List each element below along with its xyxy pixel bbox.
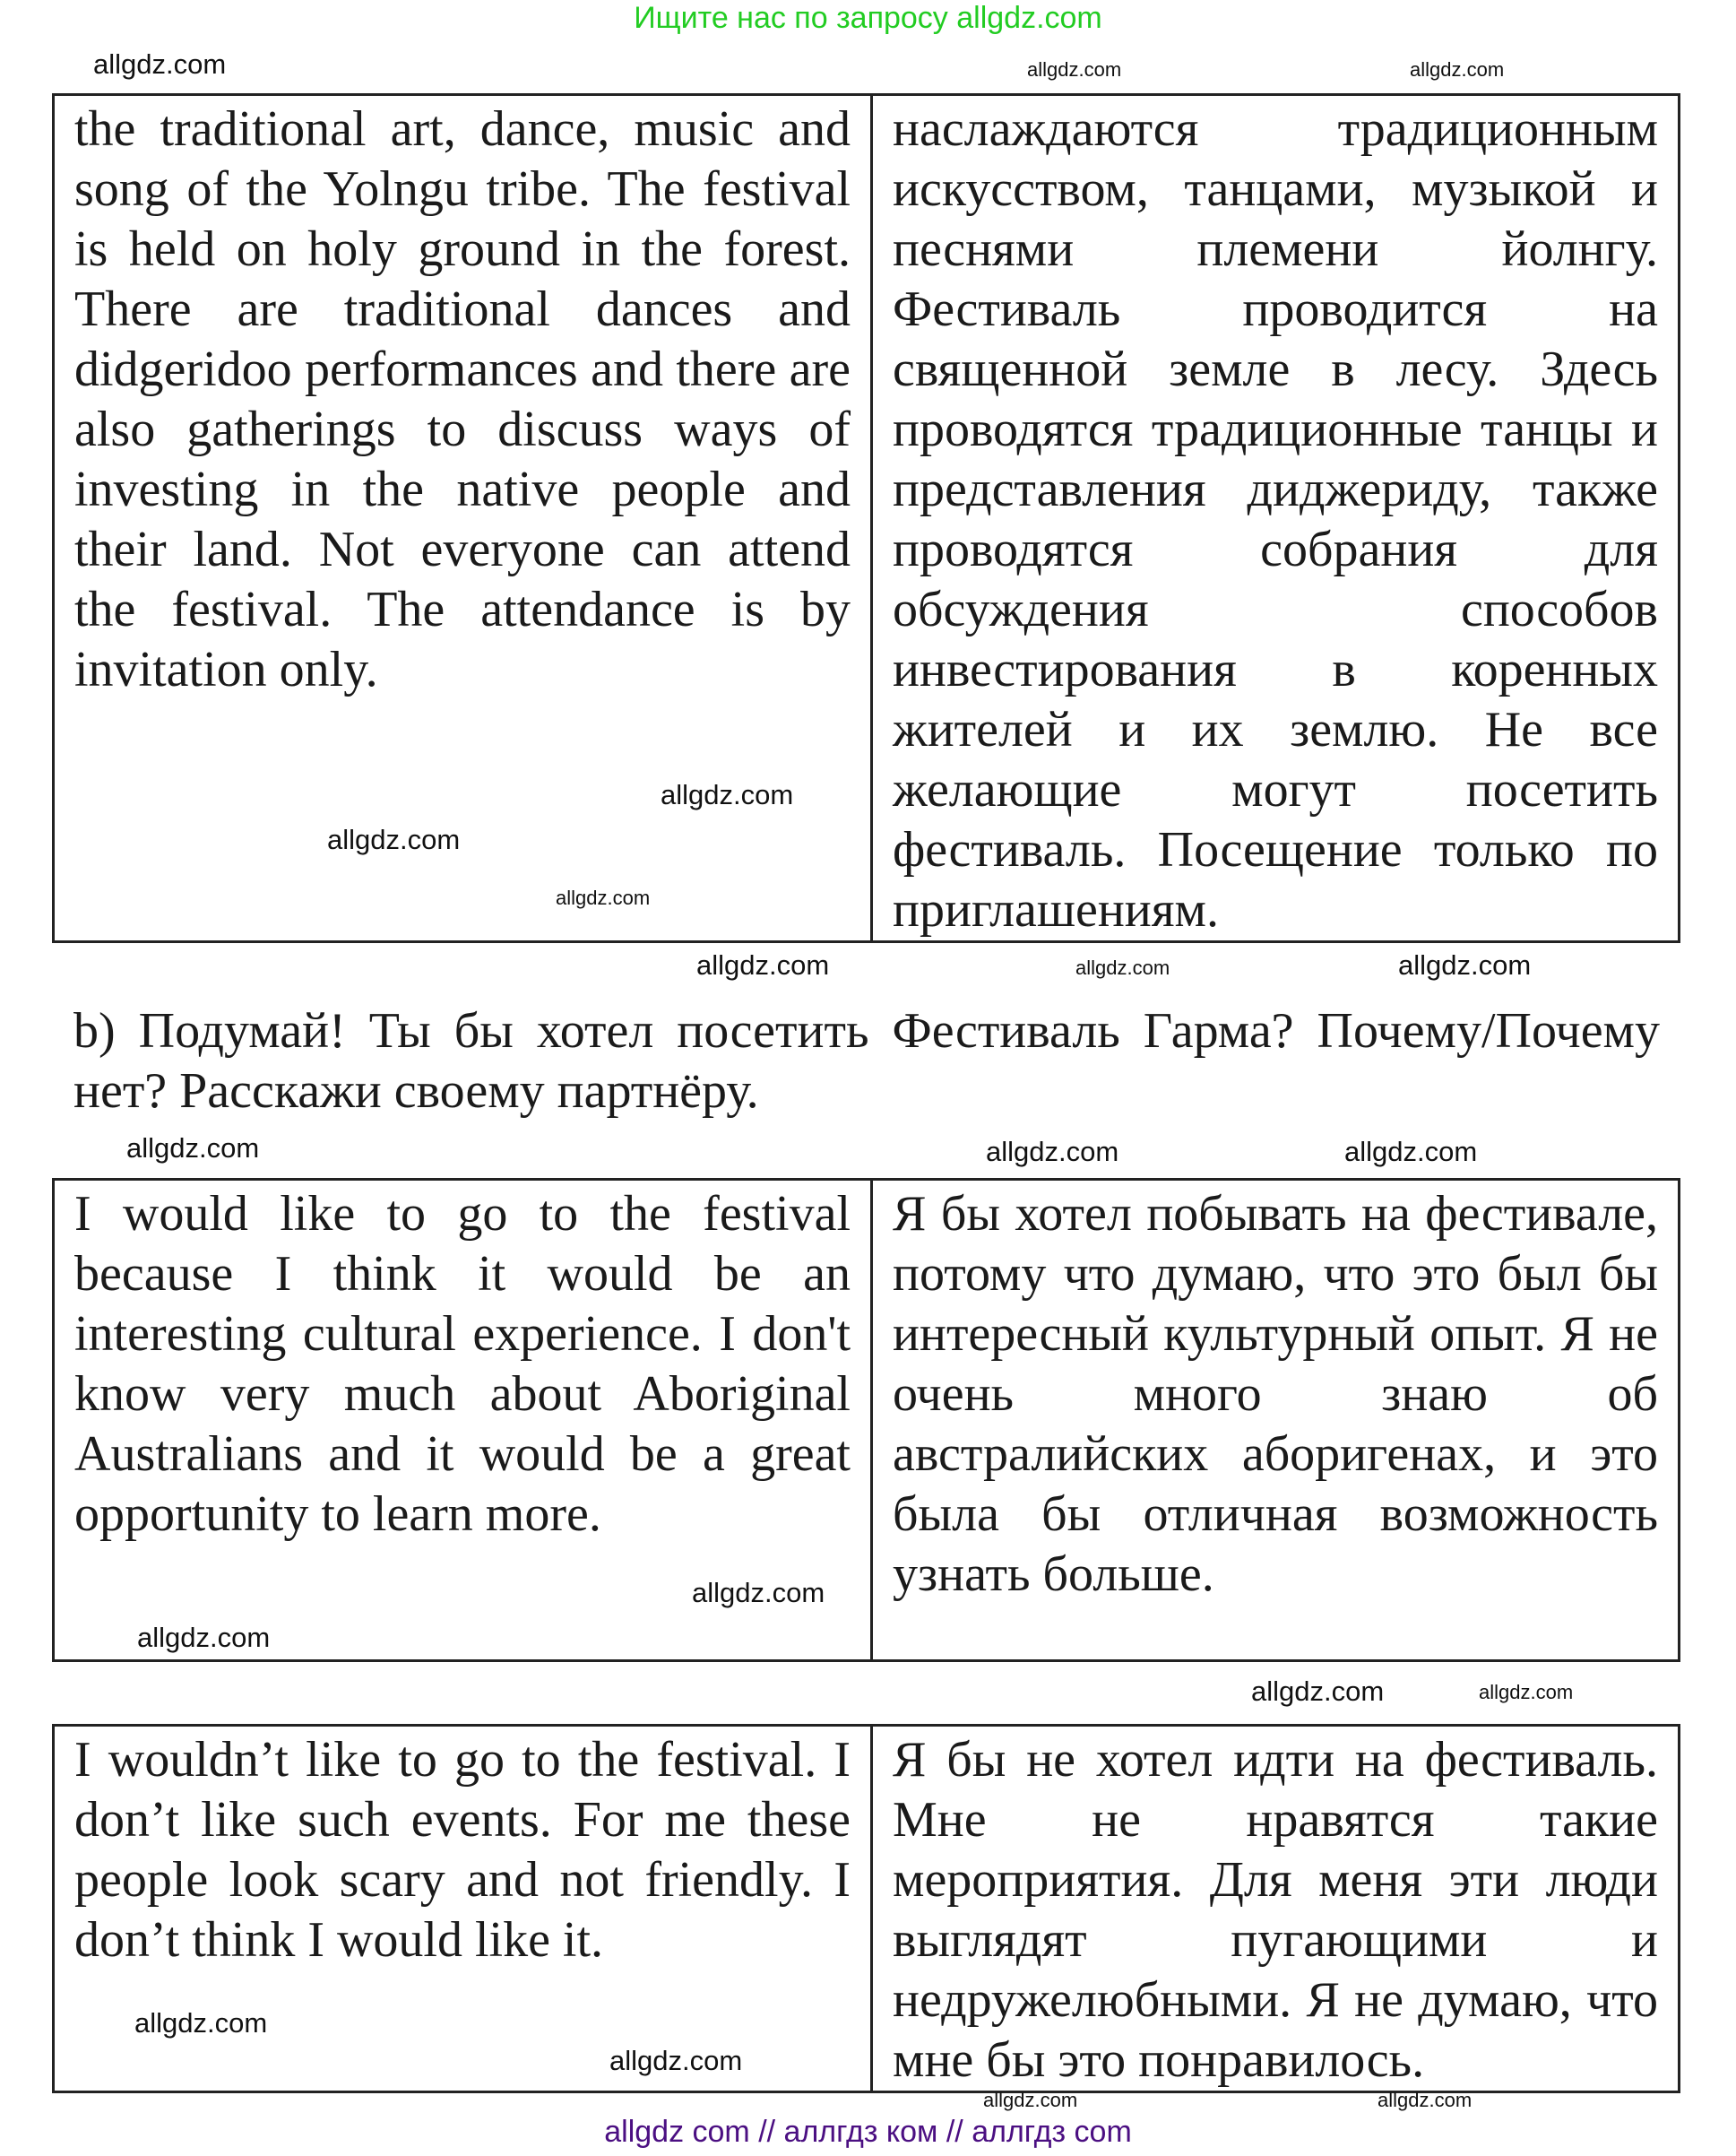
- watermark: allgdz.com: [1398, 949, 1532, 981]
- watermark: allgdz.com: [1344, 1136, 1478, 1167]
- russian-text: наслаждаются традиционным искусством, танцами, музыкой и песнями племени йолнгу. Фестиваль проводится на священной земле в лесу. Здесь проводятся традиционные танцы и представления диджериду, также проводятся собрания для обсуждения способов инвестирования в коренных жителей и их землю. Не все желающие могут посетить фестиваль. Посещение только по приглашениям.: [872, 95, 1680, 942]
- watermark: allgdz.com: [609, 2045, 743, 2076]
- translation-table-1: [52, 93, 1680, 943]
- watermark: allgdz.com: [692, 1577, 825, 1608]
- english-text: the traditional art, dance, music and song of the Yolngu tribe. The festival is held on holy ground in the forest. There are traditional dances and didgeridoo performances and there are also gatherings to discuss ways of investing in the native people and their land. Not everyone can attend the festival. The attendance is by invitation only.: [54, 95, 872, 942]
- russian-text: Я бы не хотел идти на фестиваль. Мне не нравятся такие мероприятия. Для меня эти люди выглядят пугающими и недружелюбными. Я не думаю, что мне бы это понравилось.: [872, 1726, 1680, 2092]
- watermark: allgdz.com: [986, 1136, 1119, 1167]
- translation-table-2: [52, 1178, 1680, 1662]
- task-b-prompt: b) Подумай! Ты бы хотел посетить Фестиваль Гарма? Почему/Почему нет? Расскажи своему партнёру.: [73, 1003, 1660, 1119]
- watermark: allgdz.com: [1479, 1681, 1574, 1703]
- watermark: allgdz.com: [126, 1132, 260, 1164]
- watermark: allgdz.com: [983, 2089, 1078, 2111]
- russian-text: Я бы хотел побывать на фестивале, потому что думаю, что это был бы интересный культурный опыт. Я не очень много знаю об австралийских аборигенах, и это была бы отличная возможность узнать больше.: [872, 1180, 1680, 1661]
- english-text: I wouldn’t like to go to the festival. I don’t like such events. For me these people look scary and not friendly. I don’t think I would like it.: [54, 1726, 872, 2092]
- watermark: allgdz.com: [661, 779, 794, 810]
- translation-table-3: [52, 1724, 1680, 2093]
- watermark: allgdz.com: [1251, 1675, 1385, 1707]
- search-banner[interactable]: Ищите нас по запросу allgdz.com: [634, 1, 1102, 35]
- watermark: allgdz.com: [137, 1622, 271, 1653]
- english-text: I would like to go to the festival because I think it would be an interesting cultural experience. I don't know very much about Aboriginal Australians and it would be a great opportunity to learn more.: [54, 1180, 872, 1661]
- watermark: allgdz.com: [1027, 58, 1122, 81]
- watermark: allgdz.com: [93, 48, 227, 80]
- watermark: allgdz.com: [1075, 957, 1170, 979]
- watermark: allgdz.com: [134, 2007, 268, 2039]
- watermark: allgdz.com: [556, 887, 651, 909]
- watermark: allgdz.com: [696, 949, 830, 981]
- watermark: allgdz.com: [1410, 58, 1505, 81]
- footer-links[interactable]: allgdz com // аллгдз ком // аллгдз com: [604, 2115, 1132, 2149]
- watermark: allgdz.com: [1378, 2089, 1473, 2111]
- watermark: allgdz.com: [327, 824, 461, 855]
